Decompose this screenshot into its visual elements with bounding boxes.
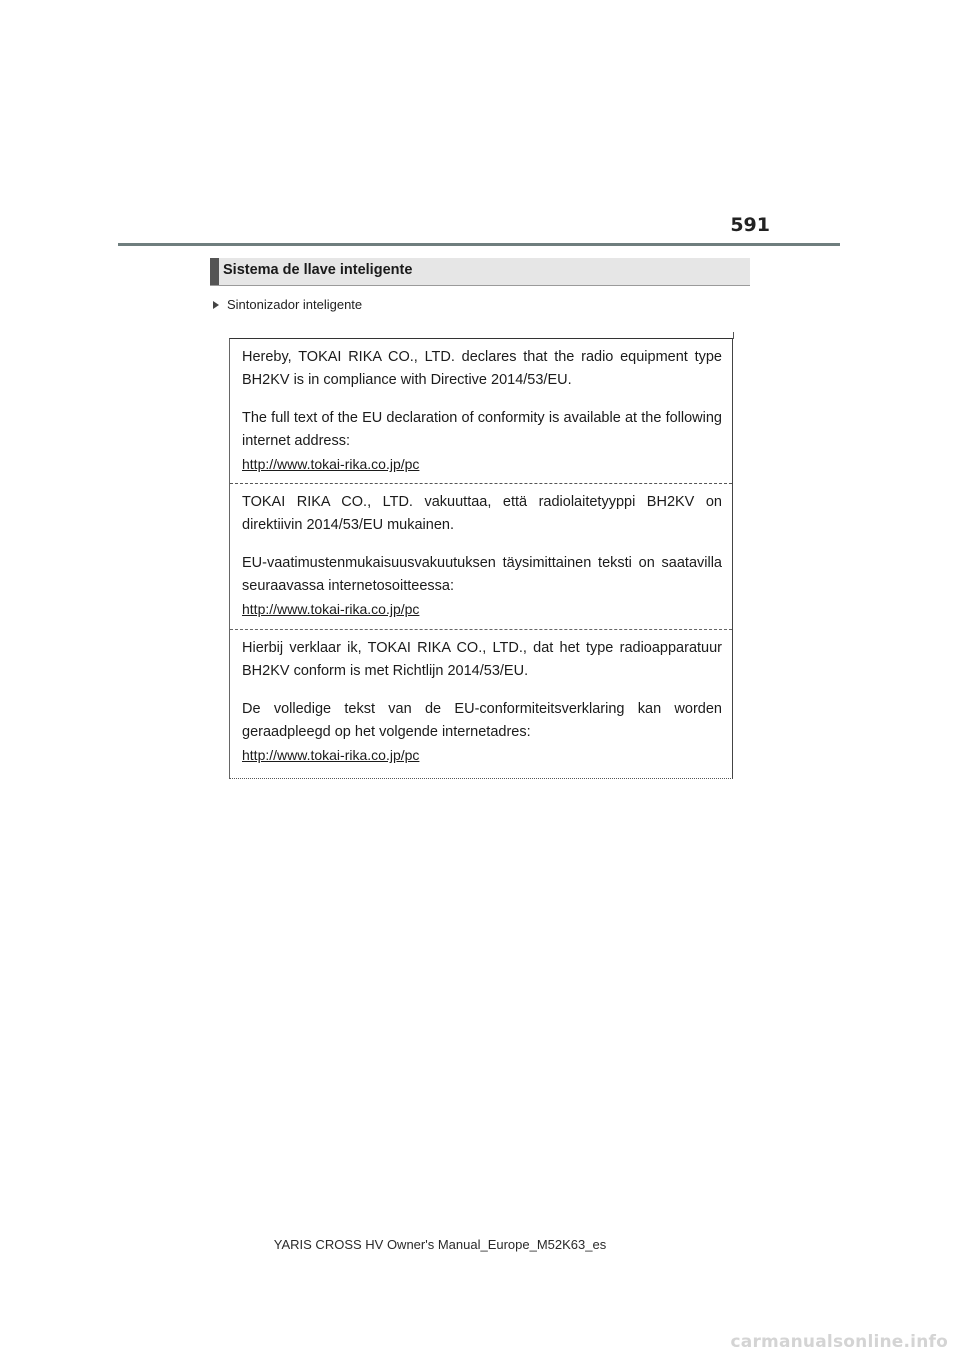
- declaration-availability: De volledige tekst van de EU-conformiteitsverklaring kan worden geraadpleegd op het volgende internetadres:: [242, 701, 722, 740]
- declaration-url-link[interactable]: http://www.tokai-rika.co.jp/pc: [242, 601, 420, 617]
- declaration-box: [229, 338, 733, 779]
- declaration-statement: Hereby, TOKAI RIKA CO., LTD. declares that the radio equipment type BH2KV is in compliance with Directive 2014/53/EU.: [242, 349, 722, 388]
- declaration-url-link[interactable]: http://www.tokai-rika.co.jp/pc: [242, 456, 420, 472]
- declaration-availability: The full text of the EU declaration of conformity is available at the following internet address:: [242, 410, 722, 449]
- bullet-text: Sintonizador inteligente: [227, 297, 363, 312]
- section-header: [210, 258, 750, 286]
- corner-tick: [733, 332, 734, 339]
- declaration-dutch: [230, 630, 732, 778]
- declaration-statement: TOKAI RIKA CO., LTD. vakuuttaa, että radiolaitetyyppi BH2KV on direktiivin 2014/53/EU mukainen.: [242, 494, 722, 533]
- declaration-availability: EU-vaatimustenmukaisuusvakuutuksen täysimittainen teksti on saatavilla seuraavassa internetosoitteessa:: [242, 555, 722, 594]
- declaration-finnish: [230, 484, 732, 630]
- triangle-bullet-icon: [213, 301, 219, 309]
- page-number: 591: [730, 214, 770, 236]
- page-footer: YARIS CROSS HV Owner's Manual_Europe_M52K63_es: [273, 1237, 607, 1252]
- section-header-bar: [210, 258, 219, 285]
- watermark-text: carmanualsonline.info: [730, 1332, 948, 1352]
- declaration-url-link[interactable]: http://www.tokai-rika.co.jp/pc: [242, 747, 420, 763]
- declaration-statement: Hierbij verklaar ik, TOKAI RIKA CO., LTD., dat het type radioapparatuur BH2KV conform is met Richtlijn 2014/53/EU.: [242, 640, 722, 679]
- header-rule: [118, 243, 840, 246]
- bullet-item: [213, 297, 362, 312]
- declaration-english: [230, 339, 732, 484]
- section-title: Sistema de llave inteligente: [223, 262, 413, 278]
